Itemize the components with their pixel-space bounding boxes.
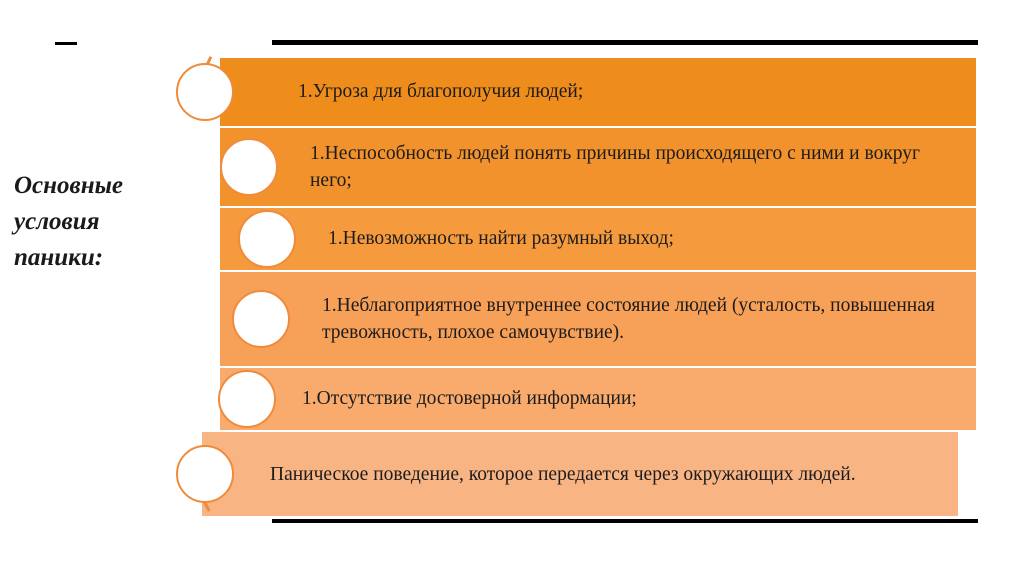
- bar-6: [202, 432, 958, 516]
- bar-5: [220, 368, 976, 430]
- diagram-bars: [176, 58, 976, 516]
- bar-3: [220, 208, 976, 270]
- bullet-circle-3: [238, 210, 296, 268]
- list-item: [176, 272, 976, 366]
- list-item: [176, 208, 976, 270]
- bullet-circle-2: [220, 138, 278, 196]
- bar-4: [220, 272, 976, 366]
- list-item: [176, 368, 976, 430]
- bar-2: [220, 128, 976, 206]
- bar-1-label: 1.Угроза для благополучия людей;: [298, 81, 584, 102]
- bar-1: [220, 58, 976, 126]
- bullet-circle-1: [176, 63, 234, 121]
- bullet-circle-5: [218, 370, 276, 428]
- bar-3-label: 1.Невозможность найти разумный выход;: [328, 228, 674, 249]
- bullet-circle-6: [176, 445, 234, 503]
- page-title: Основные условия паники:: [14, 172, 124, 271]
- bar-2-label: 1.Неспособность людей понять причины происходящего с ними и вокруг него;: [310, 143, 921, 191]
- bottom-rule: [272, 519, 978, 523]
- top-rule: [272, 40, 978, 45]
- bar-6-label: Паническое поведение, которое передается через окружающих людей.: [270, 463, 856, 485]
- list-item: [176, 128, 976, 206]
- bar-4-label: 1.Неблагоприятное внутреннее состояние людей (усталость, повышенная тревожность, плохое самочувствие).: [322, 295, 935, 343]
- list-item: [176, 432, 976, 516]
- bar-5-label: 1.Отсутствие достоверной информации;: [302, 388, 637, 409]
- decorative-dash: [55, 42, 77, 45]
- bullet-circle-4: [232, 290, 290, 348]
- list-item: [176, 58, 976, 126]
